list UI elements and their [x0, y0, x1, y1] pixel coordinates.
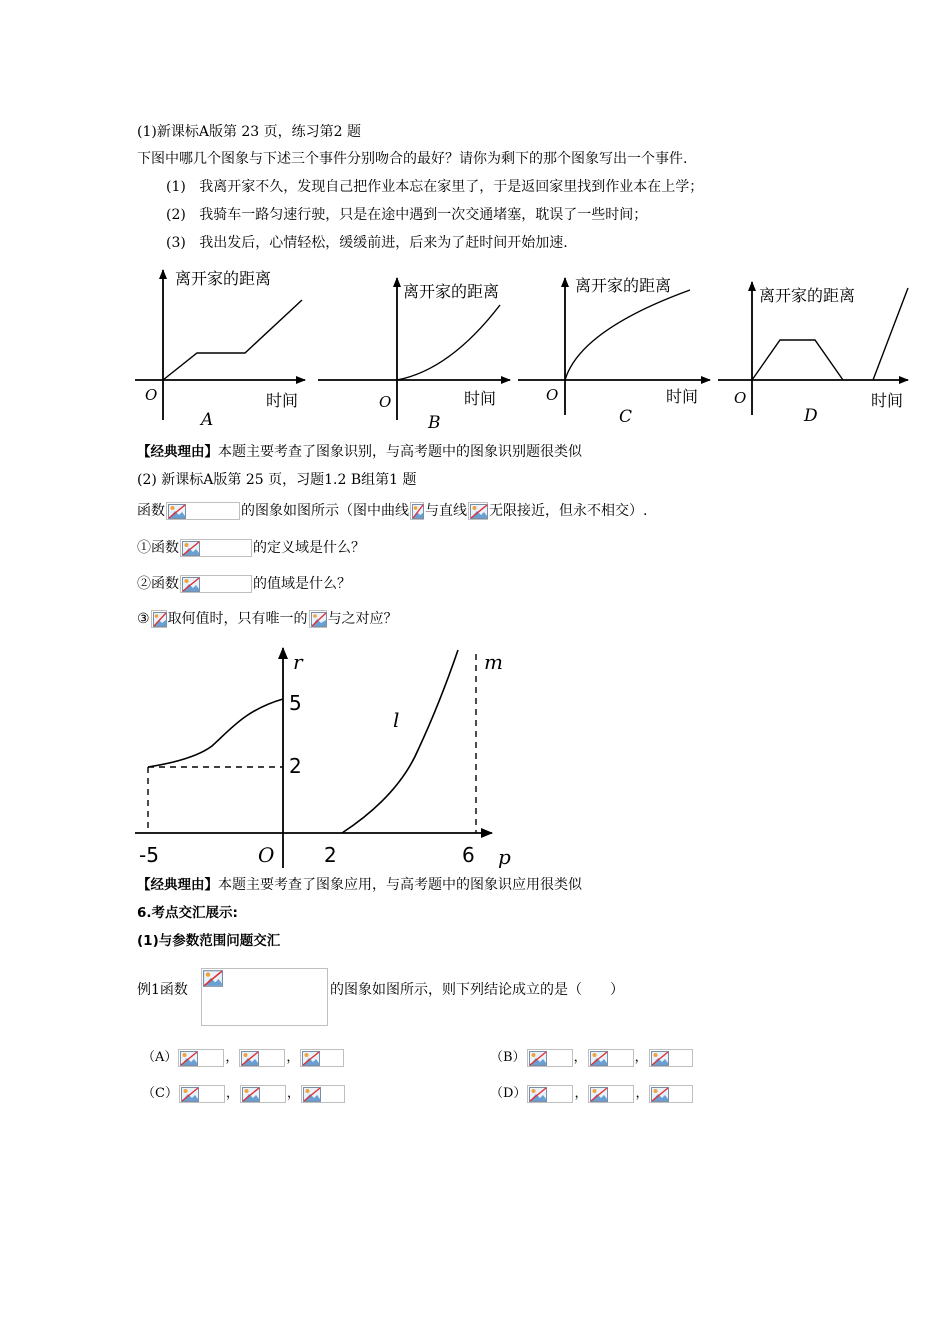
graph-d-letter: D [804, 406, 818, 426]
formula-image [240, 1085, 286, 1103]
graph-b-xlabel: 时间 [464, 389, 497, 408]
broken-image-icon [590, 1051, 608, 1066]
option-label: （C） [142, 1086, 178, 1101]
formula-image [527, 1049, 573, 1067]
event-number: (3) [166, 235, 186, 251]
reason-bracket: 【经典理由】 [137, 444, 218, 460]
broken-image-icon [303, 1087, 321, 1102]
broken-image-icon [168, 504, 186, 519]
graph-d-origin: O [734, 389, 747, 407]
graph-d-curve-1 [752, 340, 843, 380]
option-separator: ， [635, 1086, 649, 1101]
q1-event-3 [166, 233, 568, 253]
graph-b-curve [397, 305, 500, 380]
option-label: （A） [142, 1050, 178, 1065]
q2-tick-y5: 5 [289, 691, 302, 715]
broken-image-icon [242, 1087, 260, 1102]
q2-sub-3-text-b: 取何值时，只有唯一的 [167, 611, 308, 627]
q1-event-2 [166, 205, 647, 225]
q1-event-1 [166, 177, 703, 197]
formula-image-p [151, 610, 167, 628]
formula-image [301, 1085, 345, 1103]
graph-c [518, 276, 710, 427]
formula-image [178, 1049, 224, 1067]
q1-reason [137, 442, 582, 462]
q2-graph-figure [0, 640, 950, 875]
q2-intro-text-b: 的图象如图所示（图中曲线 [241, 503, 409, 519]
reason-text: 本题主要考查了图象识别，与高考题中的图象识别题很类似 [218, 444, 582, 460]
option-separator: ， [225, 1086, 239, 1101]
q2-sub-2-text-a: ②函数 [137, 576, 179, 592]
q2-sub-2-text-b: 的值域是什么？ [253, 576, 351, 592]
formula-image-r [309, 610, 327, 628]
q2-tick-xm5: -5 [139, 843, 159, 867]
graph-b [318, 278, 510, 433]
event-number: (1) [166, 179, 186, 195]
formula-image-large [201, 968, 328, 1026]
broken-image-icon [529, 1051, 547, 1066]
example-1-tail: 的图象如图所示，则下列结论成立的是（ ） [330, 982, 624, 998]
option-label: （B） [490, 1050, 526, 1065]
q2-intro [137, 501, 647, 521]
formula-image-l [410, 502, 424, 520]
q2-reason [137, 875, 582, 895]
formula-image-fx [180, 539, 252, 557]
event-text: 我骑车一路匀速行驶，只是在途中遇到一次交通堵塞，耽误了一些时间； [199, 207, 648, 223]
option-separator: ， [634, 1050, 648, 1065]
broken-image-icon [302, 1051, 320, 1066]
q2-source: (2) 新课标A版第 25 页，习题1.2 B组第1 题 [137, 472, 417, 488]
formula-image [588, 1085, 634, 1103]
q2-label-l: l [393, 708, 400, 732]
q2-intro-text-d: 无限接近，但永不相交）. [489, 503, 648, 519]
formula-image [179, 1085, 225, 1103]
q2-tick-x6: 6 [462, 843, 475, 867]
q2-sub-2 [137, 574, 351, 594]
graph-d [718, 282, 908, 426]
q2-sub-3-text-a: ③ [137, 611, 150, 627]
q2-label-m: m [484, 650, 503, 674]
section-6-subtitle: (1)与参数范围问题交汇 [137, 933, 281, 949]
graph-d-ylabel: 离开家的距离 [759, 286, 856, 305]
option-separator: ， [225, 1050, 239, 1065]
q2-intro-text-a: 函数 [137, 503, 165, 519]
formula-image [649, 1085, 693, 1103]
option-separator: ， [286, 1050, 300, 1065]
option-d[interactable] [490, 1083, 694, 1105]
q2-sub-3-text-c: 与之对应？ [327, 611, 398, 627]
graph-a-origin: O [145, 386, 158, 404]
q2-label-p: p [498, 845, 511, 869]
formula-image [239, 1049, 285, 1067]
event-number: (2) [166, 207, 186, 223]
option-separator: ， [574, 1086, 588, 1101]
example-1-text-a: 例1函数 [137, 982, 188, 998]
broken-image-icon [182, 577, 200, 592]
section-6-title: 6.考点交汇展示: [137, 905, 238, 921]
q2-curve-left [148, 699, 283, 767]
graph-d-curve-2 [873, 288, 908, 380]
graph-a [135, 269, 305, 430]
graph-c-ylabel: 离开家的距离 [575, 276, 672, 295]
event-text: 我出发后，心情轻松，缓缓前进，后来为了赶时间开始加速. [199, 235, 568, 251]
q2-intro-text-c: 与直线 [425, 503, 467, 519]
reason-text: 本题主要考查了图象应用，与高考题中的图象识应用很类似 [218, 877, 582, 893]
example-1 [137, 980, 188, 1000]
reason-bracket: 【经典理由】 [137, 877, 218, 893]
q1-question: 下图中哪几个图象与下述三个事件分别吻合的最好？请你为剩下的那个图象写出一个事件. [137, 151, 688, 167]
graph-a-letter: A [201, 410, 214, 430]
q2-sub-1-text-b: 的定义域是什么？ [253, 540, 365, 556]
graph-c-origin: O [546, 386, 559, 404]
graph-c-letter: C [619, 407, 633, 427]
broken-image-icon [412, 504, 424, 519]
option-c[interactable] [142, 1083, 346, 1105]
formula-image-fx [166, 502, 240, 520]
formula-image [649, 1049, 693, 1067]
broken-image-icon [311, 612, 327, 627]
broken-image-icon [181, 1087, 199, 1102]
graph-c-xlabel: 时间 [666, 387, 699, 406]
q2-tick-x2: 2 [324, 843, 337, 867]
broken-image-icon [203, 970, 223, 987]
event-text: 我离开家不久，发现自己把作业本忘在家里了，于是返回家里找到作业本在上学； [199, 179, 704, 195]
broken-image-icon [651, 1051, 669, 1066]
broken-image-icon [651, 1087, 669, 1102]
option-label: （D） [490, 1086, 527, 1101]
q2-curve-l [342, 650, 458, 833]
graph-a-ylabel: 离开家的距离 [175, 269, 272, 288]
option-separator: ， [286, 1086, 300, 1101]
graph-b-ylabel: 离开家的距离 [403, 282, 500, 301]
formula-image [588, 1049, 634, 1067]
broken-image-icon [470, 504, 488, 519]
option-a[interactable] [142, 1047, 345, 1069]
graph-a-curve [163, 300, 302, 380]
option-b[interactable] [490, 1047, 694, 1069]
graph-a-xlabel: 时间 [266, 391, 299, 410]
broken-image-icon [590, 1087, 608, 1102]
broken-image-icon [529, 1087, 547, 1102]
formula-image [300, 1049, 344, 1067]
graph-b-origin: O [379, 393, 392, 411]
q2-tick-y2: 2 [289, 754, 302, 778]
broken-image-icon [182, 541, 200, 556]
formula-image-m [468, 502, 488, 520]
q1-graphs-figure [0, 260, 950, 435]
graph-d-xlabel: 时间 [871, 391, 904, 410]
broken-image-icon [180, 1051, 198, 1066]
q2-sub-3 [137, 609, 398, 629]
q1-source: (1)新课标A版第 23 页，练习第2 题 [137, 124, 362, 140]
graph-c-curve [565, 290, 690, 380]
q2-sub-1-text-a: ①函数 [137, 540, 179, 556]
formula-image-fx [180, 575, 252, 593]
formula-image [527, 1085, 573, 1103]
option-separator: ， [573, 1050, 587, 1065]
broken-image-icon [241, 1051, 259, 1066]
broken-image-icon [153, 612, 167, 627]
q2-label-r: r [293, 650, 303, 674]
q2-sub-1 [137, 538, 365, 558]
graph-b-letter: B [428, 413, 441, 433]
q2-label-origin: O [258, 843, 275, 867]
